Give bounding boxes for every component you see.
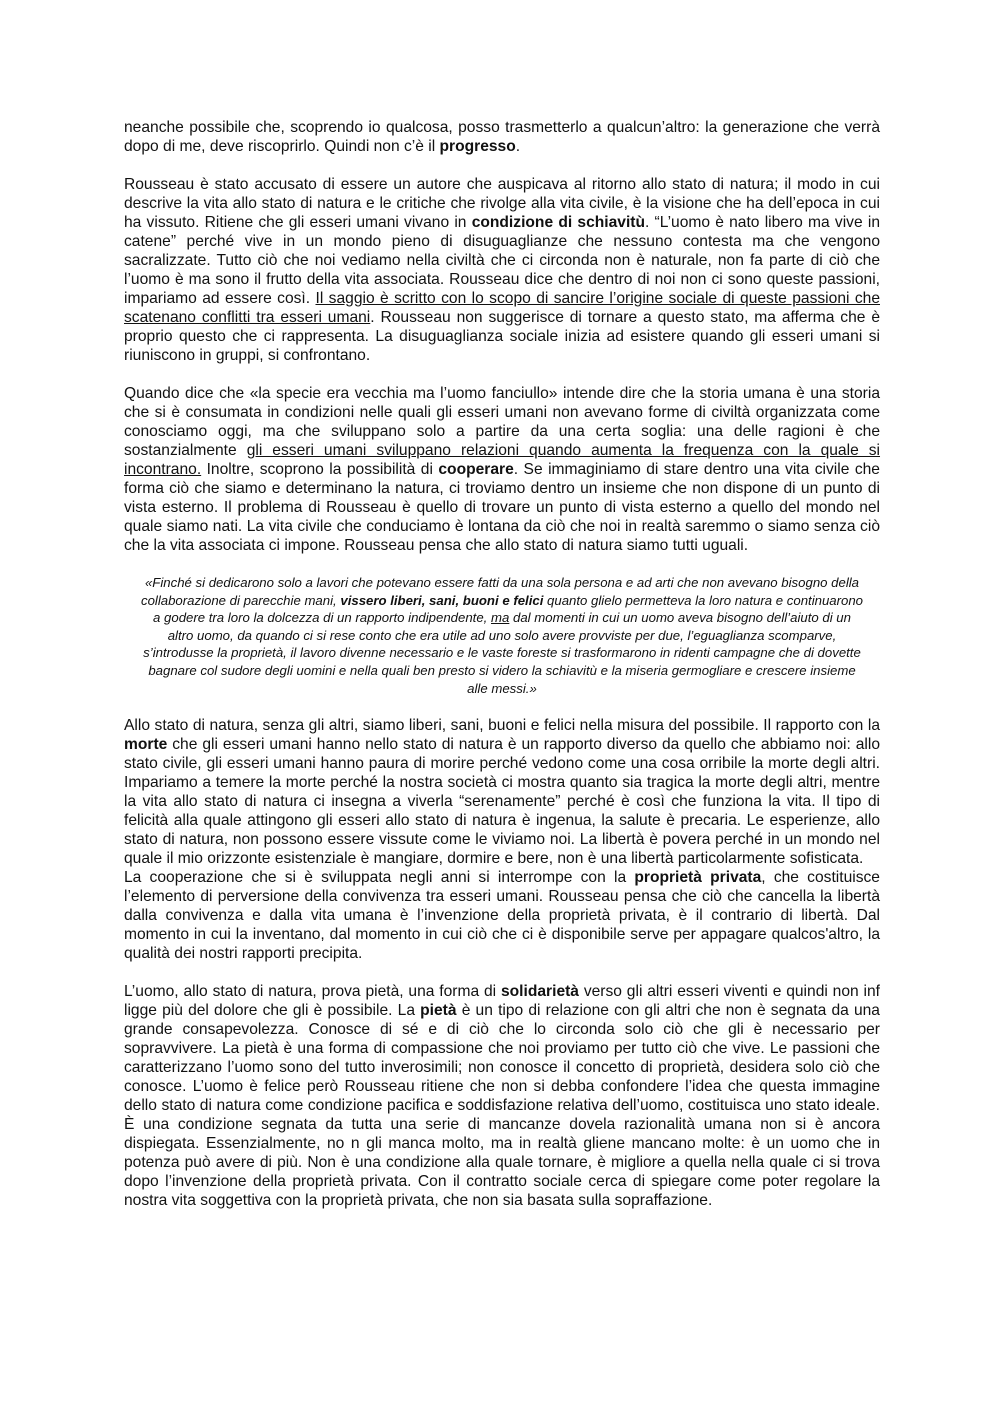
bold-term-progresso: progresso	[439, 138, 516, 155]
text-run: è un tipo di relazione con gli altri che non è segnata da una grande consapevolezza. Conosce di sé e di ciò che lo circonda solo ciò che gli è necessario per sopravvivere. La pietà è una forma di compassione che noi proviamo per tutto ciò che vive. Le passioni che caratterizzano l’uomo sono del tutto inverosimili; non conosce il concetto di proprietà, desidera solo ciò che conosce. L’uomo è felice però Rousseau ritiene che non si debba confondere l’idea che questa immagine dello stato di natura come condizione pacifica e soddisfazione relativa dell’uomo, costituisca uno stato ideale. È una condizione segnata da tutta una serie di mancanze dovela razionalità umana non si è ancora dispiegata. Essenzialmente, no n gli manca molto, ma in realtà gliene mancano molte: è un uomo che in potenza può avere di più. Non è una condizione alla quale tornare, è migliore a quella nella quale ci si trova dopo l’invenzione della proprietà privata. Con il contratto sociale cerca di spiegare come poter regolare la nostra vita soggettiva con la proprietà privata, che non sia basata sulla sopraffazione.	[124, 1002, 880, 1210]
paragraph-pieta	[124, 982, 880, 1210]
text-run: .	[515, 138, 521, 155]
paragraph-morte	[124, 716, 880, 868]
bold-term-pieta: pietà	[420, 1002, 457, 1020]
text-run: . Rousseau non suggerisce di tornare a questo stato, ma afferma che è proprio questo che ci rappresenta. La disuguaglianza sociale inizia ad esistere quando gli esseri umani si riuniscono in gruppi, si confrontano.	[124, 309, 880, 364]
text-run: verso gli altri esseri viventi e quindi non inf ligge più del dolore che gli è possibile. La	[124, 983, 880, 1020]
text-run: «Finché si dedicarono solo a lavori che potevano essere fatti da una sola persona e ad arti che non avevano bisogno della collaborazione di parecchie mani,	[140, 575, 860, 608]
text-run: L’uomo, allo stato di natura, prova pietà, una forma di	[124, 983, 501, 1001]
underlined-sentence: gli esseri umani sviluppano relazioni quando aumenta la frequenza con la quale si incontrano.	[124, 442, 881, 478]
text-run: , che costituisce l’elemento di perversione della convivenza tra esseri umani. Rousseau pensa che ciò che cancella la libertà dalla convivenza e dalla vita umana è l’invenzione della proprietà privata, è il contrario di libertà. Dal momento in cui la inventano, dal momento in cui ciò che ci è disponibile serve per appagare qualcos'altro, la qualità dei nostri rapporti precipita.	[124, 869, 880, 963]
bold-term-cooperare: cooperare	[438, 461, 514, 478]
bold-quote-phrase: vissero liberi, sani, buoni e felici	[340, 592, 544, 608]
text-run: che gli esseri umani hanno nello stato di natura è un rapporto diverso da quello che abbiamo noi: allo stato civile, gli esseri umani hanno paura di morire perché vedono come una cosa orribile la morte degli altri. Impariamo a temere la morte perché la nostra società ci mostra quanto sia tragica la morte degli altri, mentre la vita allo stato di natura ci insegna a viverla “serenamente” perché è così che funziona la vita. Il tipo di felicità alla quale attingono gli esseri allo stato di natura è ingenua, la salute è precaria. Le esperienze, allo stato di natura, non possono essere vissute come le viviamo noi. La libertà è povera perché in un mondo nel quale il mio orizzonte esistenziale è mangiare, dormire e bere, non è una libertà particolarmente sofisticata.	[124, 736, 880, 868]
text-run: Allo stato di natura, senza gli altri, siamo liberi, sani, buoni e felici nella misura del possibile. Il rapporto con la	[124, 717, 880, 735]
text-run: Rousseau è stato accusato di essere un autore che auspicava al ritorno allo stato di natura; il modo in cui descrive la vita allo stato di natura e le critiche che rivolge alla vita civile, è la visione che ha dell’epoca in cui ha vissuto. Ritiene che gli esseri umani vivano in	[124, 176, 880, 231]
paragraph-progresso	[124, 118, 880, 156]
text-run: Quando dice che «la specie era vecchia ma l’uomo fanciullo» intende dire che la storia umana è una storia che si è consumata in condizioni nelle quali gli esseri umani non avevano forme di civiltà organizzata come conosciamo oggi, ma che sviluppano solo a partire da una certa soglia: una delle ragioni è che sostanzialmente	[124, 385, 880, 459]
block-quote	[124, 574, 880, 697]
text-run: La cooperazione che si è sviluppata negli anni si interrompe con la	[124, 869, 635, 887]
paragraph-proprieta-privata	[124, 868, 880, 963]
bold-term-morte: morte	[124, 736, 168, 754]
underlined-sentence: Il saggio è scritto con lo scopo di sancire l’origine sociale di queste passioni che scatenano conflitti tra esseri umani	[124, 290, 880, 326]
text-run: Inoltre, scoprono la possibilità di	[201, 461, 439, 478]
text-run: quanto glielo permetteva la loro natura e continuarono a godere tra loro la dolcezza di un rapporto indipendente,	[153, 592, 864, 626]
paragraph-schiavitu	[124, 175, 880, 365]
document-page	[124, 118, 880, 1210]
bold-term-solidarieta: solidarietà	[500, 983, 579, 1001]
paragraph-cooperare	[124, 384, 880, 555]
underlined-word: ma	[491, 610, 510, 626]
text-run: neanche possibile che, scoprendo io qualcosa, posso trasmetterlo a qualcun’altro: la generazione che verrà dopo di me, deve riscoprirlo. Quindi non c’è il	[124, 119, 880, 155]
bold-term-schiavitu: condizione di schiavitù	[471, 214, 646, 231]
text-run: . “L’uomo è nato libero ma vive in catene” perché vive in un mondo pieno di disuguaglianze che nessuno contesta ma che vengono sacralizzate. Tutto ciò che noi vediamo nella civiltà che ci circonda non è naturale, non fa parte di ciò che l’uomo è ma sono il frutto della vita associata. Rousseau dice che dentro di noi non ci sono queste passioni, impariamo ad essere così.	[124, 214, 881, 307]
bold-term-proprieta-privata: proprietà privata	[634, 869, 762, 887]
text-run: . Se immaginiamo di stare dentro una vita civile che forma ciò che siamo e determinano la natura, ci troviamo dentro un insieme che non dispone di un punto di vista esterno. Il problema di Rousseau è quello di trovare un punto di vista esterno a quello del mondo nel quale siamo nati. La vita civile che conduciamo è lontana da ciò che noi in realtà saremmo o siamo senza ciò che la vita associata ci impone. Rousseau pensa che allo stato di natura siamo tutti uguali.	[124, 461, 880, 554]
text-run: dal momenti in cui un uomo aveva bisogno dell’aiuto di un altro uomo, da quando ci si rese conto che era utile ad uno solo avere provviste per due, l’eguaglianza scomparve, s’introdusse la proprietà, il lavoro divenne necessario e le vaste foreste si trasformarono in ridenti campagne che di dovette bagnare col sudore degli uomini e nella quali ben presto si videro la schiavitù e la miseria germogliare e crescere insieme alle messi.»	[143, 610, 861, 696]
